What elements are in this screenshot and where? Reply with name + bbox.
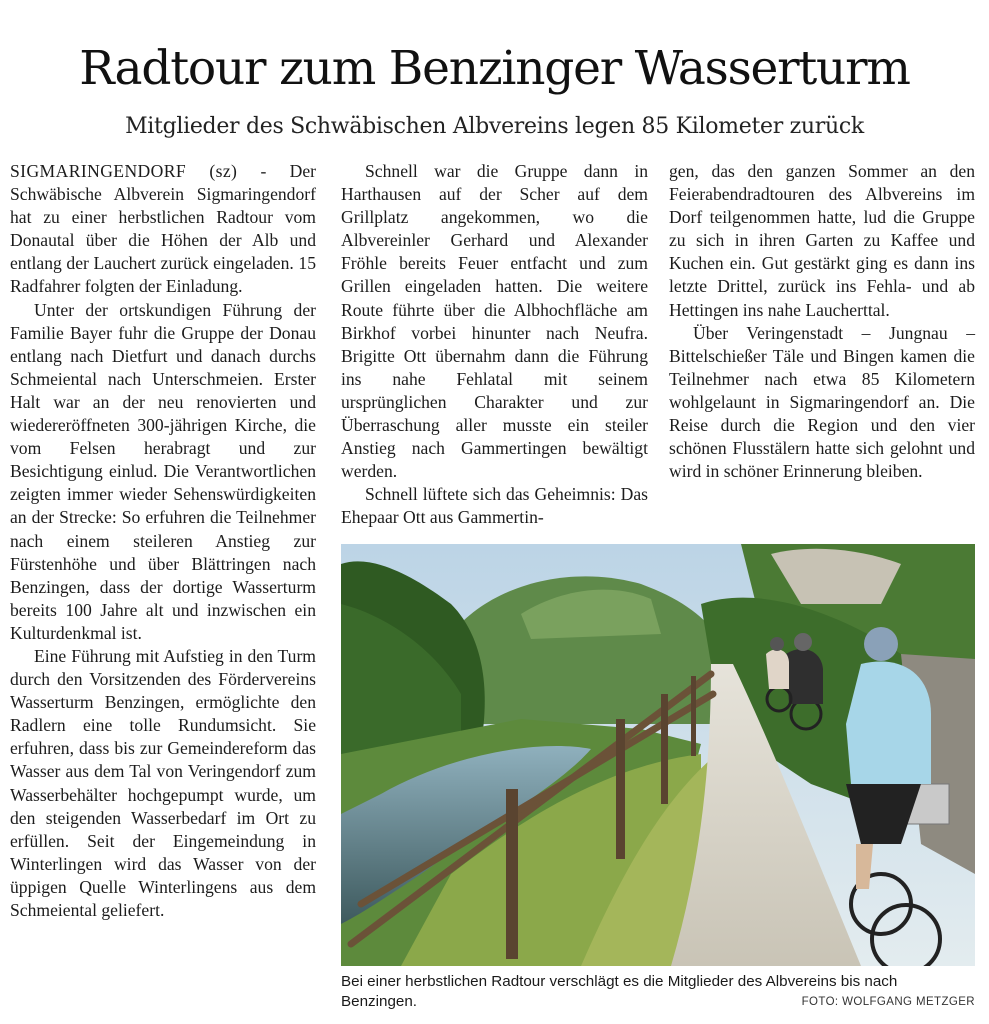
paragraph-text: Der Schwäbische Albverein Sigmaringendorf hat zu einer herbstlichen Radtour vom Donautal über die Höhen der Alb und entlang der Lauchert zurück eingeladen. 15 Radfahrer folgten der Einladung. <box>10 161 316 297</box>
subheadline: Mitglieder des Schwäbischen Albvereins legen 85 Kilometer zurück <box>125 114 864 139</box>
headline: Radtour zum Benzinger Wasserturm <box>79 41 910 96</box>
paragraph <box>10 160 316 299</box>
paragraph: gen, das den ganzen Sommer an den Feierabendradtouren des Albvereins im Dorf teilgenommen hatte, lud die Gruppe zu sich in ihren Garten zu Kaffee und Kuchen ein. Gut gestärkt ging es dann ins letzte Drittel, zurück ins Fehla- und ab Hettingen ins nahe Laucherttal. <box>669 161 975 320</box>
dateline: SIGMARINGENDORF (sz) - <box>10 161 267 181</box>
article-column-2 <box>341 160 648 530</box>
paragraph: Schnell war die Gruppe dann in Harthausen auf der Scher auf dem Grillplatz angekommen, wo die Albvereinler Gerhard und Alexander Fröhle bereits Feuer entfacht und zum Grillen eingeladen hatten. Die weitere Route führte über die Albhochfläche am Birkhof vorbei hinunter nach Neufra. Brigitte Ott übernahm dann die Führung ins nahe Fehlatal mit seinem ursprünglichen Charakter und zur Überraschung aller musste ein steiler Anstieg nach Gammertingen bewältigt werden. <box>341 161 648 482</box>
paragraph: Eine Führung mit Aufstieg in den Turm durch den Vorsitzenden des Fördervereins Wasserturm Benzingen, ermöglichte den Radlern eine tolle Rundumsicht. Sie erfuhren, dass bis zur Gemeindereform das Wasser aus dem Tal von Veringendorf zum Wasserbehälter hochgepumpt wurde, um den steigenden Wasserbedarf im Ort zu erfüllen. Seit der Eingemeindung in Winterlingen wird das Wasser von der üppigen Quelle Winterlingens aus dem Schmeiental geliefert. <box>10 645 316 920</box>
photo-caption: Bei einer herbstlichen Radtour verschlägt es die Mitglieder des Albvereins bis nach Benzingen. <box>341 973 898 1010</box>
photo-credit: FOTO: WOLFGANG METZGER <box>801 996 975 1008</box>
cycling-photo-illustration <box>341 544 975 966</box>
paragraph: Über Veringenstadt – Jungnau – Bittelschießer Täle und Bingen kamen die Teilnehmer nach etwa 85 Kilometern wohlgelaunt in Sigmaringendorf an. Die Reise durch die Region und den vier schönen Flusstälern hatte sich gelohnt und wird in schöner Erinnerung bleiben. <box>669 322 975 482</box>
article-column-3 <box>669 160 975 483</box>
article-column-1 <box>10 160 316 922</box>
article-photo <box>341 544 975 966</box>
paragraph: Schnell lüftete sich das Geheimnis: Das Ehepaar Ott aus Gammertin- <box>341 484 648 528</box>
paragraph: Unter der ortskundigen Führung der Familie Bayer fuhr die Gruppe der Donau entlang nach Dietfurt und danach durchs Schmeiental nach Unterschmeien. Erster Halt war an der neu renovierten und wiedereröffneten 300-jährigen Kirche, die vom Felsen herabragt und zur Besichtigung einlud. Die Verantwortlichen zeigten immer wieder Sehenswürdigkeiten an der Strecke: So erfuhren die Teilnehmer nach einem steileren Anstieg zur Fürstenhöhe und über Blättringen nach Benzingen, dass der dortige Wasserturm bereits 100 Jahre alt und inzwischen ein Kulturdenkmal ist. <box>10 299 316 643</box>
